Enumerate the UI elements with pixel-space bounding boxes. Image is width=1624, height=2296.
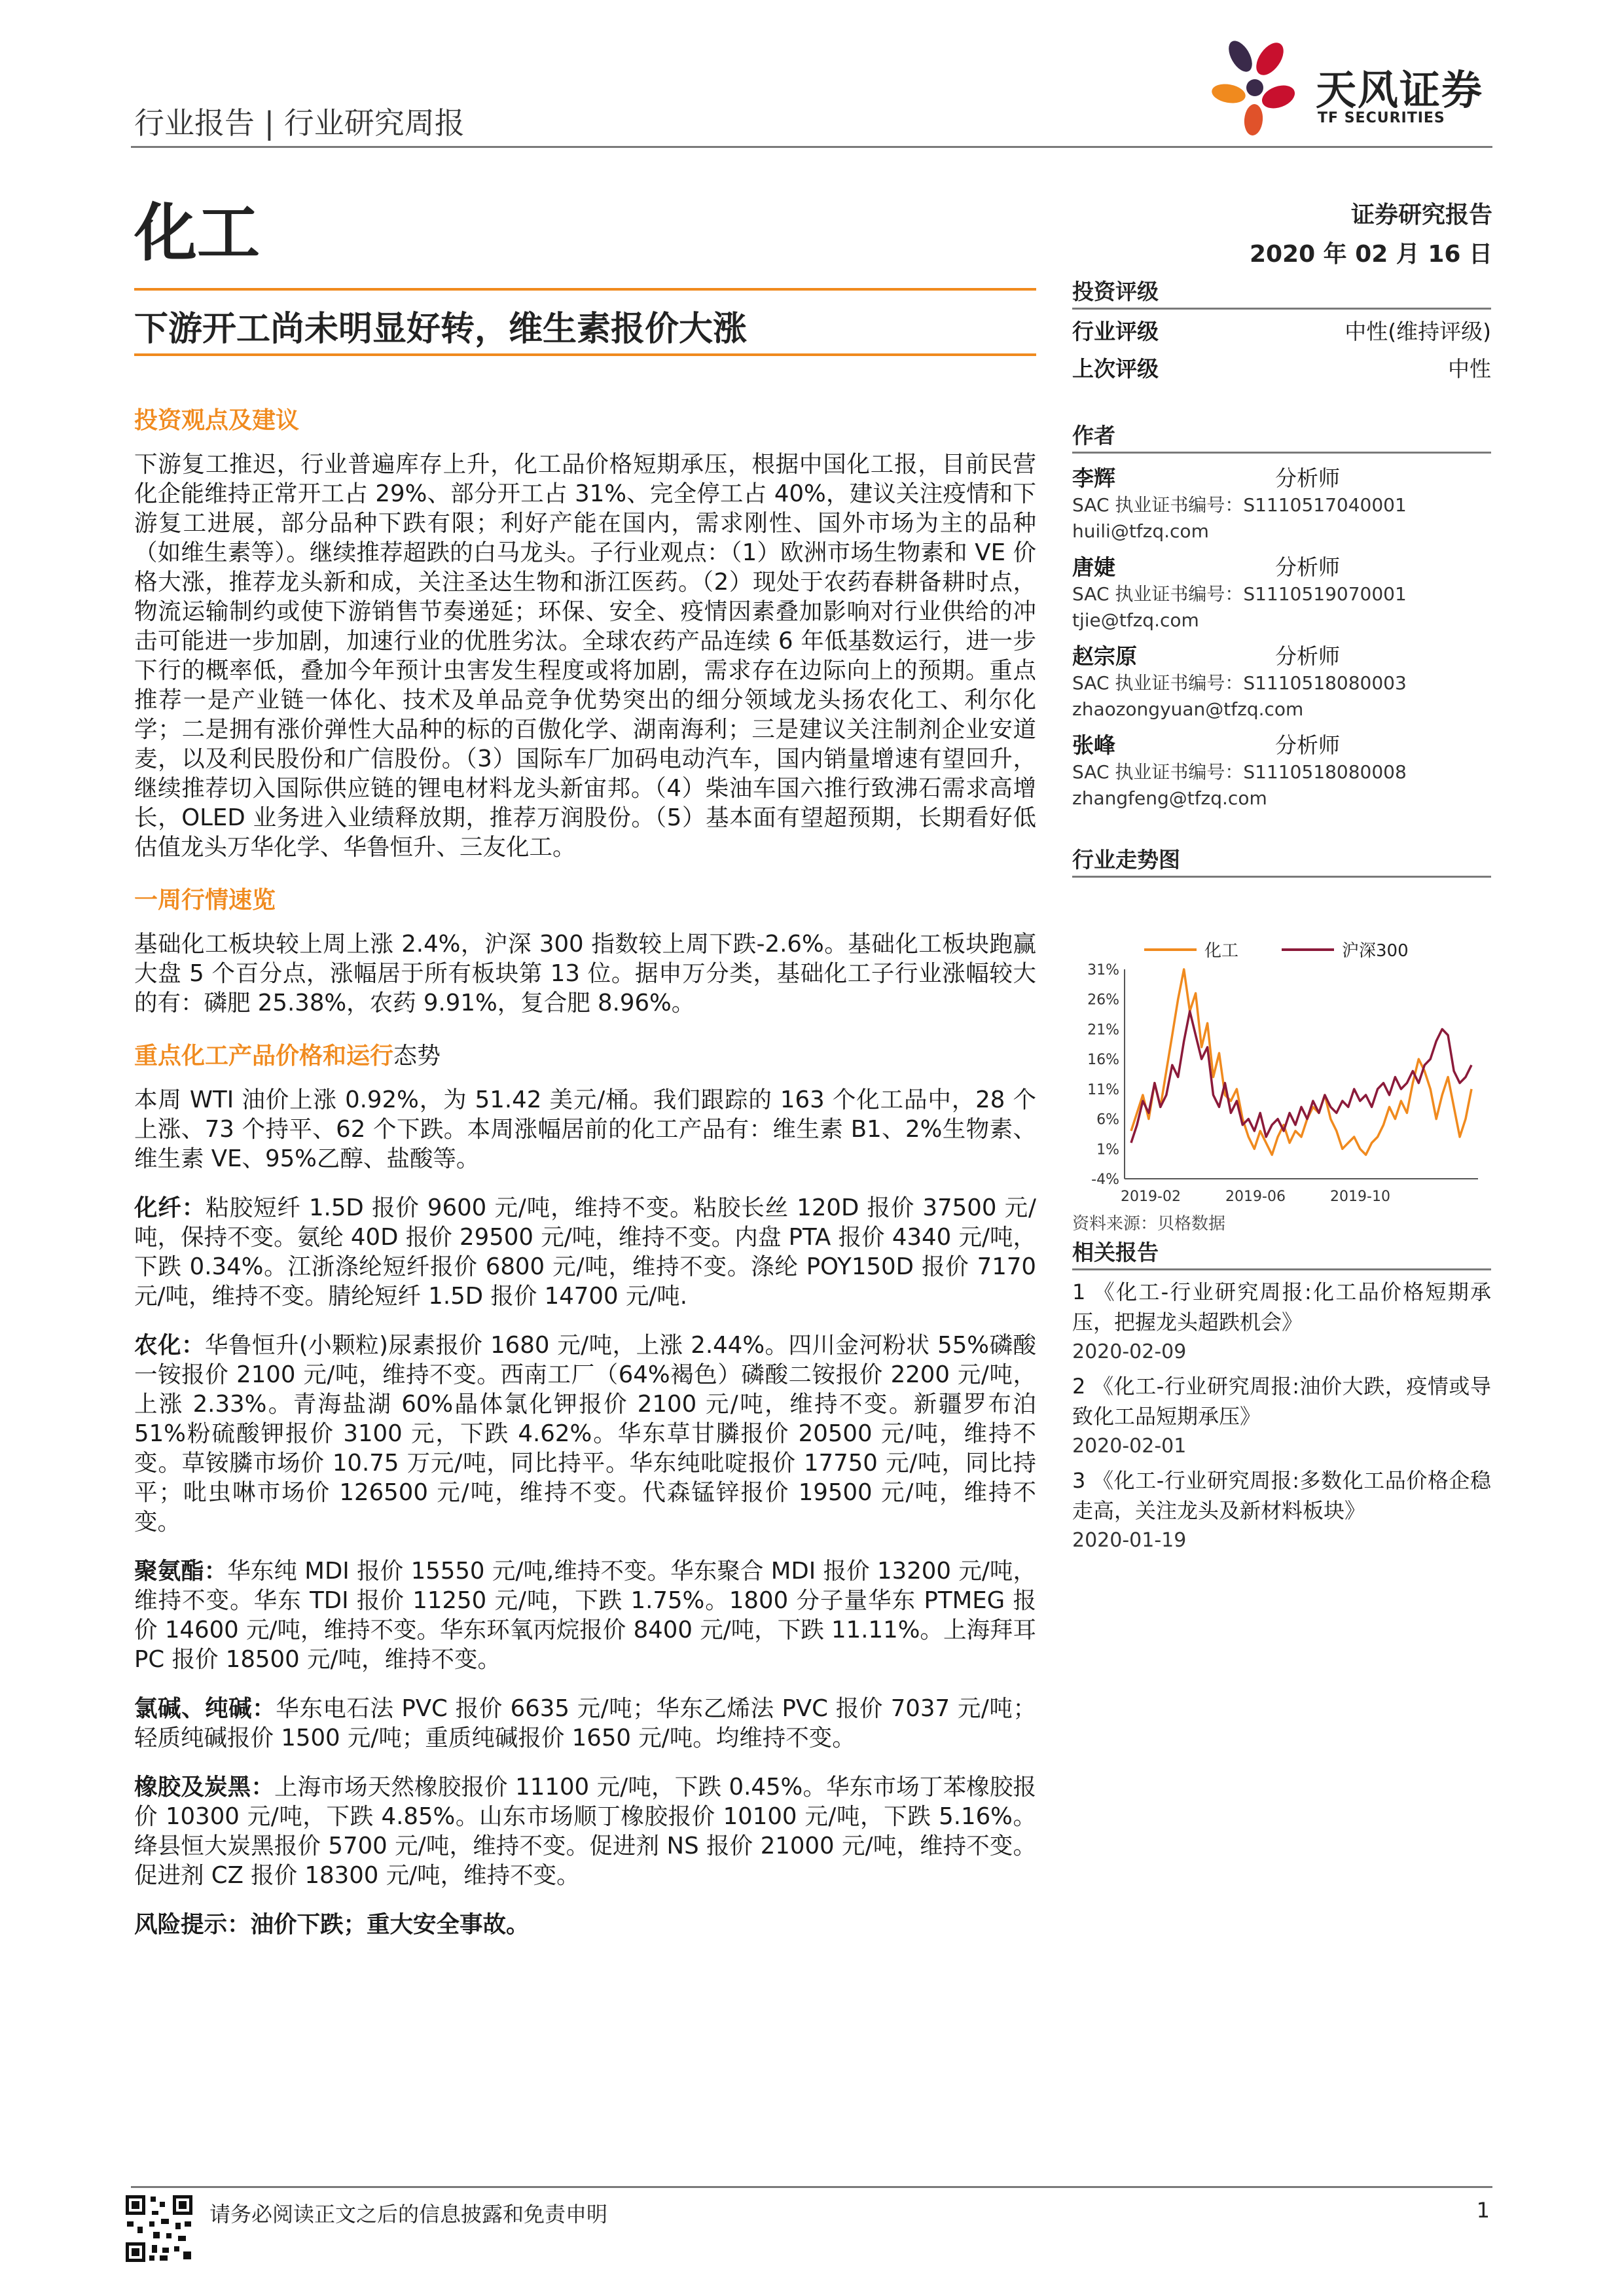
author-role: 分析师 bbox=[1275, 554, 1340, 580]
author-name: 唐婕 bbox=[1072, 554, 1115, 580]
qr-code-icon bbox=[123, 2193, 195, 2265]
report-category: 行业报告 | 行业研究周报 bbox=[134, 105, 465, 141]
page-number: 1 bbox=[1476, 2198, 1490, 2223]
rating-previous-value: 中性 bbox=[1448, 355, 1491, 382]
related-rule bbox=[1072, 1268, 1491, 1270]
rubber-text: 上海市场天然橡胶报价 11100 元/吨，下跌 0.45%。华东市场丁苯橡胶报价 10300 元/吨，下跌 4.85%。山东市场顺丁橡胶报价 10100 元/吨，下跌 5.16%。绛县恒大炭黑报价 5700 元/吨，维持不变。促进剂 NS 报价 21000 元/吨，维持不变。促进剂 CZ 报价 18300 元/吨，维持不变。 bbox=[134, 1774, 1036, 1889]
related-report-date: 2020-02-09 bbox=[1072, 1340, 1187, 1363]
headline: 下游开工尚未明显好转，维生素报价大涨 bbox=[134, 310, 748, 349]
authors-rule bbox=[1072, 452, 1491, 454]
header-divider bbox=[131, 146, 1492, 148]
trend-panel bbox=[1072, 843, 1491, 1234]
rating-previous-row bbox=[1072, 350, 1491, 384]
alkali-label: 氯碱、纯碱： bbox=[134, 1695, 276, 1722]
author-role: 分析师 bbox=[1275, 465, 1340, 491]
y-tick-label: 16% bbox=[1087, 1052, 1119, 1069]
series-line bbox=[1131, 1011, 1471, 1143]
related-panel bbox=[1072, 1236, 1491, 1560]
section-title-prices-main: 重点化工产品价格和运行 bbox=[134, 1043, 394, 1069]
footer-divider bbox=[131, 2186, 1492, 2188]
brand-logo bbox=[1201, 31, 1496, 143]
pu-text: 华东纯 MDI 报价 15550 元/吨,维持不变。华东聚合 MDI 报价 13200 元/吨，维持不变。华东 TDI 报价 11250 元/吨，下跌 1.75%。1800 分子量华东 PTMEG 报价 14600 元/吨，维持不变。华东环氧丙烷报价 8400 元/吨，下跌 11.11%。上海拜耳 PC 报价 18500 元/吨，维持不变。 bbox=[134, 1558, 1036, 1673]
weekly-paragraph: 基础化工板块较上周上涨 2.4%，沪深 300 指数较上周下跌-2.6%。基础化工板块跑赢大盘 5 个百分点，涨幅居于所有板块第 13 位。据申万分类，基础化工子行业涨幅较大的有：磷肥 25.38%，农药 9.91%，复合肥 8.96%。 bbox=[134, 931, 1036, 1016]
y-tick-label: 1% bbox=[1096, 1141, 1119, 1158]
alkali-text: 华东电石法 PVC 报价 6635 元/吨；华东乙烯法 PVC 报价 7037 元/吨；轻质纯碱报价 1500 元/吨；重质纯碱报价 1650 元/吨。均维持不变。 bbox=[134, 1695, 1036, 1751]
rating-title: 投资评级 bbox=[1072, 279, 1159, 304]
rating-industry-row bbox=[1072, 310, 1491, 350]
related-report-title[interactable]: 3 《化工-行业研究周报:多数化工品价格企稳走高，关注龙头及新材料板块》 bbox=[1072, 1468, 1491, 1523]
author-entry bbox=[1072, 550, 1491, 639]
author-cert: SAC 执业证书编号：S1110517040001 bbox=[1072, 494, 1407, 516]
headline-top-rule bbox=[134, 288, 1036, 291]
legend-label: 化工 bbox=[1204, 941, 1239, 961]
rating-industry-label: 行业评级 bbox=[1072, 318, 1159, 344]
author-entry bbox=[1072, 639, 1491, 728]
trend-source: 资料来源：贝格数据 bbox=[1072, 1214, 1226, 1234]
sector-title: 化工 bbox=[134, 196, 260, 270]
trend-title: 行业走势图 bbox=[1072, 847, 1180, 872]
author-name: 张峰 bbox=[1072, 732, 1115, 758]
pu-paragraph bbox=[134, 1556, 1036, 1674]
related-report-title[interactable]: 2 《化工-行业研究周报:油价大跌，疫情或导致化工品短期承压》 bbox=[1072, 1374, 1491, 1429]
risk-label: 风险提示： bbox=[134, 1911, 251, 1938]
author-cert: SAC 执业证书编号：S1110519070001 bbox=[1072, 583, 1407, 605]
legend-label: 沪深300 bbox=[1342, 941, 1409, 961]
prices-paragraph: 本周 WTI 油价上涨 0.92%，为 51.42 美元/桶。我们跟踪的 163 个化工品中，28 个上涨、73 个持平、62 个下跌。本周涨幅居前的化工产品有：维生素 B1、2%生物素、维生素 VE、95%乙醇、盐酸等。 bbox=[134, 1086, 1036, 1172]
authors-panel bbox=[1072, 419, 1491, 817]
fiber-label: 化纤： bbox=[134, 1194, 206, 1221]
author-entry bbox=[1072, 461, 1491, 550]
author-cert: SAC 执业证书编号：S1110518080003 bbox=[1072, 672, 1407, 694]
author-name: 赵宗原 bbox=[1072, 643, 1137, 669]
y-tick-label: 31% bbox=[1087, 962, 1119, 978]
risk-paragraph bbox=[134, 1910, 1036, 1939]
rubber-label: 橡胶及炭黑： bbox=[134, 1774, 275, 1801]
author-entry bbox=[1072, 728, 1491, 817]
y-tick-label: 11% bbox=[1087, 1081, 1119, 1098]
author-email[interactable]: zhaozongyuan@tfzq.com bbox=[1072, 698, 1304, 720]
section-title-prices-rest: 态势 bbox=[393, 1043, 441, 1069]
x-tick-label: 2019-10 bbox=[1330, 1189, 1390, 1205]
trend-chart bbox=[1072, 878, 1491, 1205]
author-role: 分析师 bbox=[1275, 643, 1340, 669]
y-tick-label: 21% bbox=[1087, 1022, 1119, 1039]
related-report-date: 2020-01-19 bbox=[1072, 1529, 1187, 1552]
alkali-paragraph bbox=[134, 1694, 1036, 1753]
author-email[interactable]: zhangfeng@tfzq.com bbox=[1072, 787, 1267, 809]
x-tick-label: 2019-02 bbox=[1121, 1189, 1181, 1205]
agro-paragraph bbox=[134, 1331, 1036, 1537]
author-name: 李辉 bbox=[1072, 465, 1115, 491]
author-cert: SAC 执业证书编号：S1110518080008 bbox=[1072, 761, 1407, 783]
related-title: 相关报告 bbox=[1072, 1240, 1159, 1265]
rating-industry-value: 中性(维持评级) bbox=[1344, 318, 1491, 344]
brand-logo-icon bbox=[1201, 31, 1312, 143]
y-tick-label: 6% bbox=[1096, 1111, 1119, 1128]
headline-bottom-rule bbox=[134, 353, 1036, 356]
risk-text: 油价下跌；重大安全事故。 bbox=[250, 1911, 530, 1938]
y-tick-label: -4% bbox=[1091, 1172, 1119, 1188]
section-title-view: 投资观点及建议 bbox=[134, 407, 300, 434]
section-title-weekly: 一周行情速览 bbox=[134, 887, 276, 914]
rating-panel bbox=[1072, 275, 1491, 384]
agro-label: 农化： bbox=[134, 1332, 205, 1359]
related-report-date: 2020-02-01 bbox=[1072, 1435, 1187, 1458]
series-line bbox=[1131, 969, 1471, 1155]
authors-list bbox=[1072, 461, 1491, 817]
rubber-paragraph bbox=[134, 1772, 1036, 1890]
author-email[interactable]: huili@tfzq.com bbox=[1072, 520, 1209, 542]
fiber-text: 粘胶短纤 1.5D 报价 9600 元/吨，维持不变。粘胶长丝 120D 报价 37500 元/吨，保持不变。氨纶 40D 报价 29500 元/吨，维持不变。内盘 PTA 报价 4340 元/吨，下跌 0.34%。江浙涤纶短纤报价 6800 元/吨，维持不变。涤纶 POY150D 报价 7170 元/吨，维持不变。腈纶短纤 1.5D 报价 14700 元/吨. bbox=[134, 1194, 1036, 1310]
authors-title: 作者 bbox=[1072, 423, 1115, 448]
section-title-prices bbox=[134, 1037, 1036, 1071]
report-type: 证券研究报告 bbox=[1350, 202, 1492, 228]
y-tick-label: 26% bbox=[1087, 992, 1119, 1009]
view-paragraph: 下游复工推迟，行业普遍库存上升，化工品价格短期承压，根据中国化工报，目前民营化企能维持正常开工占 29%、部分开工占 31%、完全停工占 40%，建议关注疫情和下游复工进展，部分品种下跌有限；利好产能在国内，需求刚性、国外市场为主的品种（如维生素等）。继续推荐超跌的白马龙头。子行业观点：（1）欧洲市场生物素和 VE 价格大涨，推荐龙头新和成，关注圣达生物和浙江医药。（2）现处于农药春耕备耕时点，物流运输制约或使下游销售节奏递延；环保、安全、疫情因素叠加影响对行业供给的冲击可能进一步加剧，加速行业的优胜劣汰。全球农药产品连续 6 年低基数运行，进一步下行的概率低，叠加今年预计虫害发生程度或将加剧，需求存在边际向上的预期。重点推荐一是产业链一体化、技术及单品竞争优势突出的细分领域龙头扬农化工、利尔化学；二是拥有涨价弹性大品种的标的百傲化学、湖南海利；三是建议关注制剂企业安道麦，以及利民股份和广信股份。（3）国际车厂加码电动汽车，国内销量增速有望回升，继续推荐切入国际供应链的锂电材料龙头新宙邦。（4）柴油车国六推行致沸石需求高增长，OLED 业务进入业绩释放期，推荐万润股份。（5）基本面有望超预期，长期看好低估值龙头万华化学、华鲁恒升、三友化工。 bbox=[134, 451, 1036, 861]
agro-text: 华鲁恒升(小颗粒)尿素报价 1680 元/吨，上涨 2.44%。四川金河粉状 55%磷酸一铵报价 2100 元/吨，维持不变。西南工厂（64%褐色）磷酸二铵报价 2200 元/吨，上涨 2.33%。青海盐湖 60%晶体氯化钾报价 2100 元/吨，维持不变。新疆罗布泊 51%粉硫酸钾报价 3100 元，下跌 4.62%。华东草甘膦报价 20500 元/吨，维持不变。草铵膦市场价 10.75 万元/吨，同比持平。华东纯吡啶报价 17750 元/吨，同比持平；吡虫啉市场价 126500 元/吨，维持不变。代森锰锌报价 19500 元/吨，维持不变。 bbox=[134, 1332, 1036, 1535]
rating-previous-label: 上次评级 bbox=[1072, 355, 1159, 382]
report-date: 2020 年 02 月 16 日 bbox=[1249, 241, 1492, 268]
related-list bbox=[1072, 1277, 1491, 1556]
x-tick-label: 2019-06 bbox=[1225, 1189, 1286, 1205]
footer-disclaimer: 请务必阅读正文之后的信息披露和免责申明 bbox=[209, 2202, 608, 2227]
main-content bbox=[134, 393, 1036, 1959]
related-report-title[interactable]: 1 《化工-行业研究周报:化工品价格短期承压，把握龙头超跌机会》 bbox=[1072, 1280, 1491, 1335]
brand-name-en: TF SECURITIES bbox=[1318, 110, 1445, 126]
fiber-paragraph bbox=[134, 1193, 1036, 1311]
author-email[interactable]: tjie@tfzq.com bbox=[1072, 609, 1199, 631]
author-role: 分析师 bbox=[1275, 732, 1340, 758]
brand-name-cn: 天风证券 bbox=[1316, 66, 1484, 114]
pu-label: 聚氨酯： bbox=[134, 1558, 228, 1585]
